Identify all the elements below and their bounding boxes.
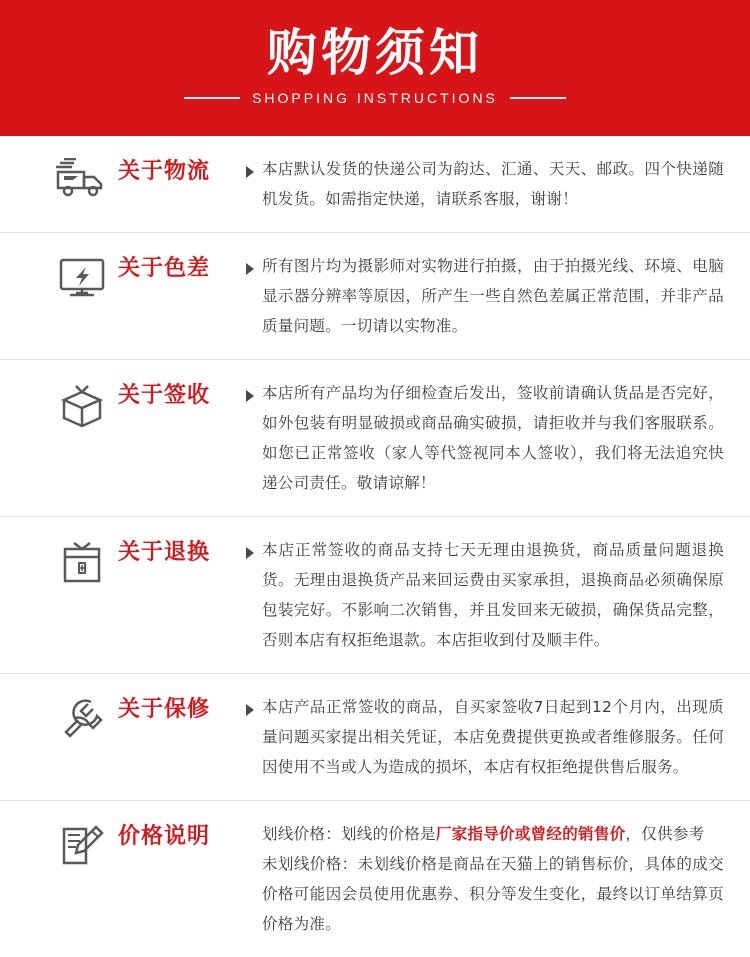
list-item-text — [262, 819, 724, 939]
arrow-right-icon — [238, 535, 262, 559]
header-subtitle-row — [0, 90, 750, 106]
open-box-icon — [46, 378, 118, 430]
arrow-right-icon — [238, 692, 262, 716]
page-title: 购物须知 — [267, 24, 483, 82]
list-item-label: 价格说明 — [118, 824, 211, 849]
list-item-paragraph: 本店默认发货的快递公司为韵达、汇通、天天、邮政。四个快递随机发货。如需指定快递，请联系客服，谢谢！ — [262, 160, 724, 208]
price-line-prefix: 划线价格：划线的价格是 — [262, 825, 436, 843]
list-item-paragraph: 所有图片均为摄影师对实物进行拍摄，由于拍摄光线、环境、电脑显示器分辨率等原因，所产生一些自然色差属正常范围，并非产品质量问题。一切请以实物准。 — [262, 257, 724, 335]
list-item-text — [262, 154, 724, 214]
list-item-text — [262, 378, 724, 498]
list-item-text — [262, 535, 724, 655]
arrow-right-icon — [238, 154, 262, 178]
list-item — [0, 674, 750, 801]
arrow-right-icon — [238, 378, 262, 402]
list-item — [0, 517, 750, 674]
arrow-right-icon — [238, 251, 262, 275]
header-rule-left — [184, 97, 240, 99]
list-item — [0, 801, 750, 957]
price-line-struck — [262, 819, 724, 849]
page-header — [0, 0, 750, 136]
list-item-paragraph: 本店正常签收的商品支持七天无理由退换货，商品质量问题退换货。无理由退换货产品来回运费由买家承担，退换商品必须确保原包装完好。不影响二次销售，并且发回来无破损，确保货品完整，否则本店有权拒绝退款。本店拒收到付及顺丰件。 — [262, 541, 724, 649]
header-subtitle: SHOPPING INSTRUCTIONS — [252, 90, 498, 106]
monitor-icon — [46, 251, 118, 301]
list-item-label: 关于保修 — [118, 697, 211, 722]
instructions-list — [0, 136, 750, 957]
list-item-text — [262, 251, 724, 341]
list-item-label: 关于色差 — [118, 256, 211, 281]
box-icon — [46, 535, 118, 589]
list-item — [0, 136, 750, 233]
list-item — [0, 360, 750, 517]
price-line-highlight: 厂家指导价或曾经的销售价 — [435, 825, 626, 843]
price-line-unstruck: 未划线价格：未划线价格是商品在天猫上的销售标价，具体的成交价格可能因会员使用优惠券、积分等发生变化，最终以订单结算页价格为准。 — [262, 855, 724, 933]
header-rule-right — [510, 97, 566, 99]
list-item-paragraph: 本店所有产品均为仔细检查后发出，签收前请确认货品是否完好，如外包装有明显破损或商品确实破损，请拒收并与我们客服联系。如您已正常签收（家人等代签视同本人签收），我们将无法追究快递公司责任。敬请谅解！ — [262, 384, 724, 492]
wrench-icon — [46, 692, 118, 742]
price-line-suffix: ，仅供参考 — [625, 825, 705, 843]
list-item-paragraph: 本店产品正常签收的商品，自买家签收7日起到12个月内，出现质量问题买家提出相关凭证，本店免费提供更换或者维修服务。任何因使用不当或人为造成的损坏，本店有权拒绝提供售后服务。 — [262, 698, 724, 776]
truck-icon — [46, 154, 118, 202]
list-item-label: 关于退换 — [118, 540, 211, 565]
list-item — [0, 233, 750, 360]
list-item-text — [262, 692, 724, 782]
list-item-label: 关于物流 — [118, 159, 211, 184]
price-tag-edit-icon — [46, 819, 118, 871]
list-item-label: 关于签收 — [118, 383, 211, 408]
